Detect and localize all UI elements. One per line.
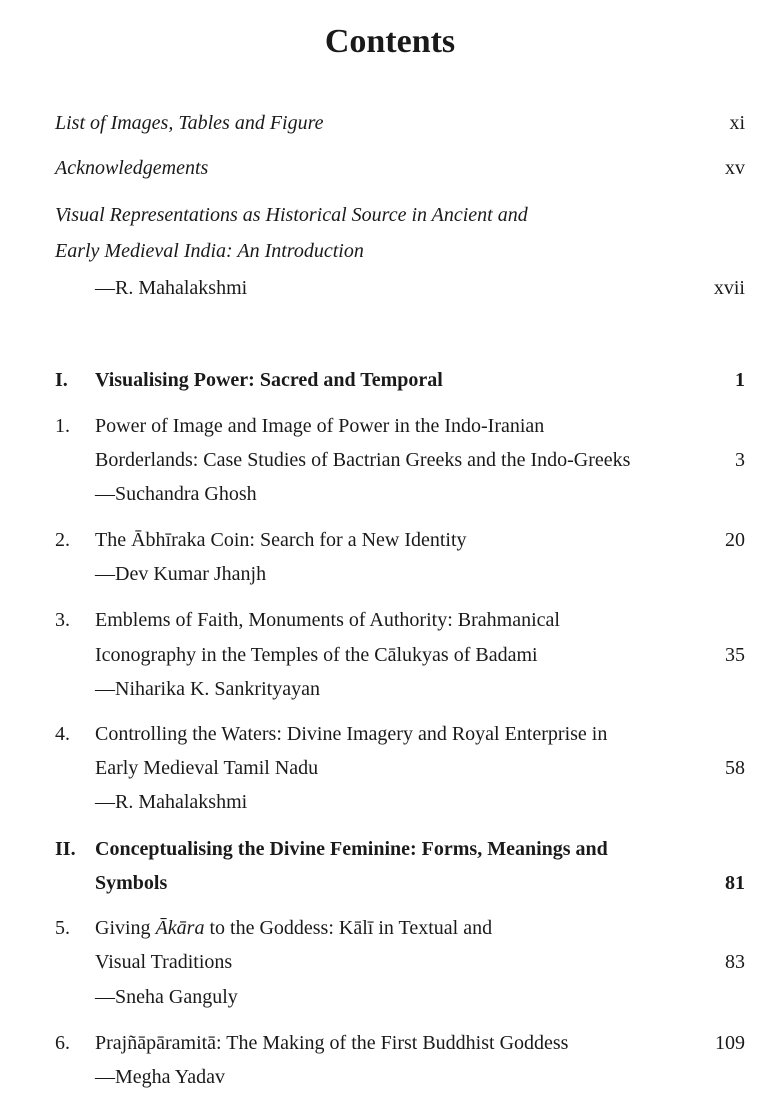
page-number: 109 xyxy=(715,1032,745,1054)
title-text: to the Goddess: Kālī in Textual and xyxy=(204,917,493,939)
chapter-title-line: Borderlands: Case Studies of Bactrian Greeks and the Indo-Greeks xyxy=(95,449,631,471)
chapter-author: —Megha Yadav xyxy=(95,1066,225,1088)
chapter-number: 1. xyxy=(55,415,70,437)
entry-title: List of Images, Tables and Figure xyxy=(55,112,324,134)
page-number: xv xyxy=(725,157,745,179)
chapter-title-line xyxy=(95,916,492,940)
chapter-number: 4. xyxy=(55,723,70,745)
part-title: Visualising Power: Sacred and Temporal xyxy=(95,369,443,391)
chapter-number: 3. xyxy=(55,609,70,631)
entry-title: Acknowledgements xyxy=(55,157,209,179)
chapter-title-line: Early Medieval Tamil Nadu xyxy=(95,757,319,779)
entry-title-line: Visual Representations as Historical Source in Ancient and xyxy=(55,204,528,226)
chapter-author: —R. Mahalakshmi xyxy=(95,791,248,813)
part-title-line: Conceptualising the Divine Feminine: Forms, Meanings and xyxy=(95,838,608,860)
chapter-number: 5. xyxy=(55,917,70,939)
part-number: II. xyxy=(55,838,76,860)
chapter-author: —Dev Kumar Jhanjh xyxy=(95,563,267,585)
page-number: 20 xyxy=(725,529,745,551)
chapter-title-line: Controlling the Waters: Divine Imagery and Royal Enterprise in xyxy=(95,723,608,745)
chapter-title-line: Prajñāpāramitā: The Making of the First Buddhist Goddess xyxy=(95,1032,569,1054)
page-number: 83 xyxy=(725,951,745,973)
page-number: 58 xyxy=(725,757,745,779)
entry-author: —R. Mahalakshmi xyxy=(95,277,248,299)
chapter-author: —Suchandra Ghosh xyxy=(95,483,257,505)
page-number: 3 xyxy=(735,449,745,471)
title-italic-term: Ākāra xyxy=(155,917,205,939)
chapter-title-line: Emblems of Faith, Monuments of Authority: Brahmanical xyxy=(95,609,560,631)
chapter-author: —Sneha Ganguly xyxy=(95,986,238,1008)
title-text: Giving xyxy=(95,917,156,939)
chapter-number: 6. xyxy=(55,1032,70,1054)
page-number: 81 xyxy=(725,872,745,894)
page-number: xi xyxy=(729,112,745,134)
page-number: 1 xyxy=(735,369,745,391)
chapter-title-line: Visual Traditions xyxy=(95,951,233,973)
page-number: 35 xyxy=(725,644,745,666)
chapter-author: —Niharika K. Sankrityayan xyxy=(95,678,320,700)
chapter-number: 2. xyxy=(55,529,70,551)
chapter-title-line: Iconography in the Temples of the Cālukyas of Badami xyxy=(95,644,538,666)
page-title: Contents xyxy=(324,23,456,60)
page-number: xvii xyxy=(713,277,745,299)
entry-title-line: Early Medieval India: An Introduction xyxy=(55,240,364,262)
chapter-title-line: Power of Image and Image of Power in the Indo-Iranian xyxy=(95,415,545,437)
chapter-title-line: The Ābhīraka Coin: Search for a New Identity xyxy=(95,529,467,551)
part-title-line: Symbols xyxy=(95,872,168,894)
part-number: I. xyxy=(55,369,68,391)
